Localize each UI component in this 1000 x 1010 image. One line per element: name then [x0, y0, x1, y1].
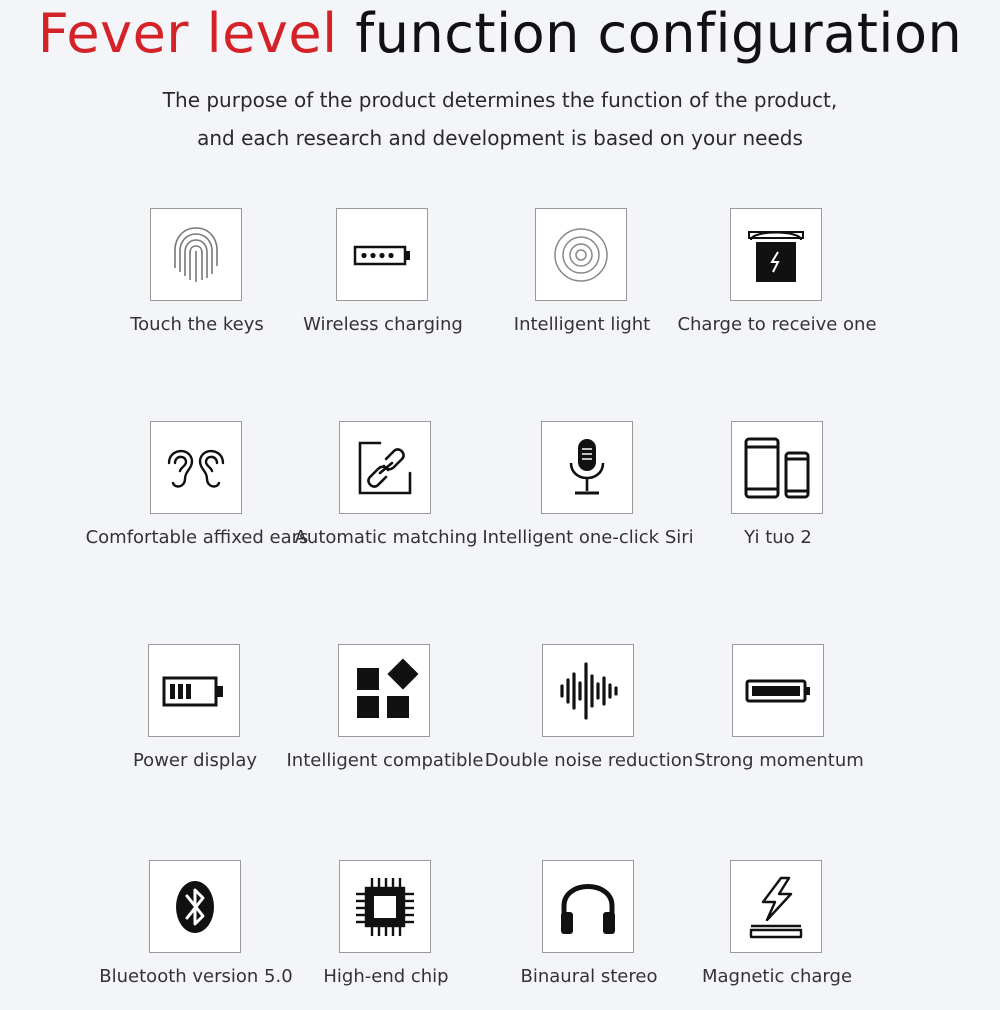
title-accent: Fever level: [37, 2, 338, 65]
subtitle-line-1: The purpose of the product determines the function of the product,: [162, 88, 838, 112]
feature-icon-box: [535, 208, 627, 301]
feature-icon-box: [732, 644, 824, 737]
feature-icon-box: [150, 421, 242, 514]
ears-icon: [161, 433, 231, 503]
feature-automatic-matching: [286, 421, 486, 571]
feature-label: Intelligent compatible: [286, 750, 484, 771]
apps-grid-icon: [349, 656, 419, 726]
feature-charge-to-receive: [677, 208, 877, 358]
feature-intelligent-compatible: [285, 644, 485, 794]
feature-high-end-chip: [286, 860, 486, 1010]
feature-icon-box: [339, 860, 431, 953]
feature-label: Intelligent light: [513, 314, 651, 335]
feature-magnetic-charge: [677, 860, 877, 1010]
feature-icon-box: [541, 421, 633, 514]
feature-label: Intelligent one-click Siri: [482, 527, 694, 548]
feature-strong-momentum: [679, 644, 879, 794]
feature-icon-box: [336, 208, 428, 301]
charging-box-icon: [741, 220, 811, 290]
headphones-icon: [553, 872, 623, 942]
feature-wireless-charging: [283, 208, 483, 358]
link-icon: [350, 433, 420, 503]
chip-icon: [350, 872, 420, 942]
feature-icon-box: [338, 644, 430, 737]
feature-icon-box: [730, 208, 822, 301]
feature-label: Comfortable affixed ears: [85, 527, 309, 548]
feature-intelligent-light: [482, 208, 682, 358]
feature-label: Charge to receive one: [677, 314, 877, 335]
sound-wave-icon: [553, 656, 623, 726]
magnetic-charge-icon: [741, 872, 811, 942]
battery-icon: [159, 656, 229, 726]
microphone-icon: [552, 433, 622, 503]
feature-label: Automatic matching: [294, 527, 478, 548]
feature-label: Wireless charging: [303, 314, 463, 335]
two-phones-icon: [742, 433, 812, 503]
feature-yi-tuo-2: [678, 421, 878, 571]
feature-icon-box: [542, 860, 634, 953]
feature-icon-box: [542, 644, 634, 737]
feature-label: High-end chip: [323, 966, 449, 987]
feature-icon-box: [150, 208, 242, 301]
feature-label: Double noise reduction: [484, 750, 694, 771]
full-battery-icon: [743, 656, 813, 726]
feature-label: Bluetooth version 5.0: [99, 966, 293, 987]
bluetooth-icon: [160, 872, 230, 942]
feature-label: Strong momentum: [694, 750, 864, 771]
feature-label: Touch the keys: [130, 314, 264, 335]
feature-icon-box: [148, 644, 240, 737]
feature-label: Magnetic charge: [701, 966, 853, 987]
fingerprint-icon: [161, 220, 231, 290]
feature-icon-box: [149, 860, 241, 953]
feature-label: Power display: [132, 750, 258, 771]
feature-icon-box: [731, 421, 823, 514]
title-rest: function configuration: [355, 2, 963, 65]
power-bank-icon: [347, 220, 417, 290]
subtitle-line-2: and each research and development is based on your needs: [197, 126, 803, 150]
concentric-circles-icon: [546, 220, 616, 290]
page-title: [0, 4, 1000, 64]
feature-label: Yi tuo 2: [744, 527, 812, 548]
feature-icon-box: [339, 421, 431, 514]
feature-icon-box: [730, 860, 822, 953]
feature-label: Binaural stereo: [520, 966, 658, 987]
